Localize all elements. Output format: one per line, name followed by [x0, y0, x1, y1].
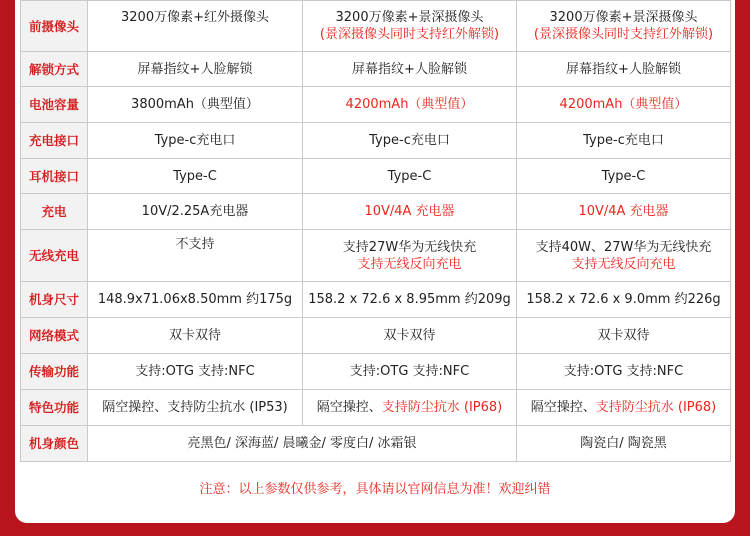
spec-cell: [517, 230, 731, 282]
spec-cell: [303, 230, 517, 282]
spec-table-body: [21, 1, 731, 462]
cell-text: 10V/4A 充电器: [578, 204, 669, 219]
spec-cell: [88, 390, 303, 426]
cell-text-secondary: [90, 26, 300, 43]
cell-text-secondary: (景深摄像头同时支持红外解锁): [319, 27, 500, 42]
spec-cell: [517, 159, 731, 194]
cell-text: 双卡双待: [168, 328, 221, 343]
spec-cell: [88, 159, 303, 194]
cell-text-highlight: 支持防尘抗水 (IP68): [595, 400, 717, 415]
spec-cell: [303, 390, 517, 426]
row-label: 无线充电: [21, 230, 88, 282]
spec-cell: [303, 159, 517, 194]
cell-text: 3200万像素+红外摄像头: [121, 10, 269, 25]
spec-row: [21, 426, 731, 462]
cell-text: 10V/2.25A充电器: [141, 204, 249, 219]
spec-cell: [517, 1, 731, 52]
spec-cell: [517, 123, 731, 159]
spec-cell: 陶瓷白/ 陶瓷黑: [517, 426, 731, 462]
spec-cell: [517, 390, 731, 426]
spec-row: [21, 123, 731, 159]
spec-cell: [88, 230, 303, 282]
row-label: 网络模式: [21, 318, 88, 354]
cell-text: 4200mAh（典型值）: [559, 97, 688, 112]
cell-text: 隔空操控、: [530, 400, 596, 415]
row-label: 充电: [21, 194, 88, 230]
cell-text: 双卡双待: [597, 328, 650, 343]
cell-text: 支持:OTG 支持:NFC: [349, 364, 470, 379]
spec-cell: [88, 194, 303, 230]
spec-cell: [517, 354, 731, 390]
spec-cell: [303, 194, 517, 230]
spec-cell: 亮黑色/ 深海蓝/ 晨曦金/ 零度白/ 冰霜银: [88, 426, 517, 462]
spec-cell: [88, 87, 303, 123]
cell-text: 158.2 x 72.6 x 8.95mm 约209g: [308, 292, 511, 307]
disclaimer-note: 注意：以上参数仅供参考，具体请以官网信息为准！欢迎纠错: [199, 482, 551, 497]
row-label: 前摄像头: [21, 1, 88, 52]
spec-row: [21, 354, 731, 390]
cell-text: 屏幕指纹+人脸解锁: [352, 61, 467, 77]
cell-text-secondary: 支持无线反向充电: [571, 256, 676, 272]
cell-text-secondary: [90, 253, 300, 270]
cell-text: 支持40W、27W华为无线快充: [535, 239, 712, 255]
cell-text: 不支持: [175, 237, 215, 252]
cell-text: 148.9x71.06x8.50mm 约175g: [97, 292, 293, 307]
cell-text: Type-c充电口: [154, 133, 236, 148]
cell-text: 158.2 x 72.6 x 9.0mm 约226g: [526, 292, 721, 307]
cell-text: 支持:OTG 支持:NFC: [563, 364, 684, 379]
cell-text: 屏幕指纹+人脸解锁: [566, 61, 681, 77]
spec-cell: [517, 282, 731, 318]
spec-cell: [517, 87, 731, 123]
spec-cell: [88, 123, 303, 159]
cell-text: Type-c充电口: [369, 133, 450, 148]
cell-text-secondary: 支持无线反向充电: [357, 256, 462, 272]
row-label: 机身颜色: [21, 426, 88, 462]
spec-cell: [303, 87, 517, 123]
spec-row: [21, 87, 731, 123]
spec-row: [21, 282, 731, 318]
row-label: 解锁方式: [21, 52, 88, 87]
cell-text: 支持27W华为无线快充: [342, 239, 477, 255]
spec-card: [15, 0, 735, 523]
spec-row: [21, 159, 731, 194]
spec-cell: [517, 318, 731, 354]
spec-cell: [303, 318, 517, 354]
cell-text: 双卡双待: [383, 328, 436, 343]
spec-cell: [303, 1, 517, 52]
cell-text: 隔空操控、支持防尘抗水 (IP53): [102, 400, 288, 415]
spec-row: [21, 230, 731, 282]
spec-row: [21, 1, 731, 52]
row-label: 充电接口: [21, 123, 88, 159]
cell-text: 3800mAh（典型值）: [131, 97, 259, 112]
spec-cell: [88, 354, 303, 390]
spec-cell: [517, 52, 731, 87]
spec-cell: [303, 123, 517, 159]
cell-text-secondary: (景深摄像头同时支持红外解锁): [533, 27, 714, 42]
spec-cell: [88, 318, 303, 354]
cell-text: Type-C: [387, 168, 432, 184]
row-label: 电池容量: [21, 87, 88, 123]
spec-row: [21, 194, 731, 230]
row-label: 传输功能: [21, 354, 88, 390]
spec-row: [21, 390, 731, 426]
row-label: 特色功能: [21, 390, 88, 426]
row-label: 耳机接口: [21, 159, 88, 194]
spec-row: [21, 52, 731, 87]
spec-cell: [88, 52, 303, 87]
cell-text: Type-C: [601, 168, 646, 184]
cell-text: 10V/4A 充电器: [364, 204, 455, 219]
spec-cell: [88, 1, 303, 52]
cell-text-highlight: 支持防尘抗水 (IP68): [381, 400, 503, 415]
row-label: 机身尺寸: [21, 282, 88, 318]
cell-text: Type-C: [173, 168, 217, 184]
spec-cell: [303, 282, 517, 318]
spec-cell: [517, 194, 731, 230]
cell-text: 4200mAh（典型值）: [345, 97, 474, 112]
spec-cell: [303, 354, 517, 390]
spec-row: [21, 318, 731, 354]
spec-table: [20, 0, 731, 462]
spec-cell: [303, 52, 517, 87]
cell-text: 3200万像素+景深摄像头: [335, 10, 484, 25]
cell-text: 屏幕指纹+人脸解锁: [137, 61, 253, 77]
spec-cell: [88, 282, 303, 318]
cell-text: 3200万像素+景深摄像头: [549, 10, 698, 25]
cell-text: 隔空操控、: [316, 400, 382, 415]
cell-text: 支持:OTG 支持:NFC: [135, 364, 255, 379]
cell-text: Type-c充电口: [583, 133, 664, 148]
